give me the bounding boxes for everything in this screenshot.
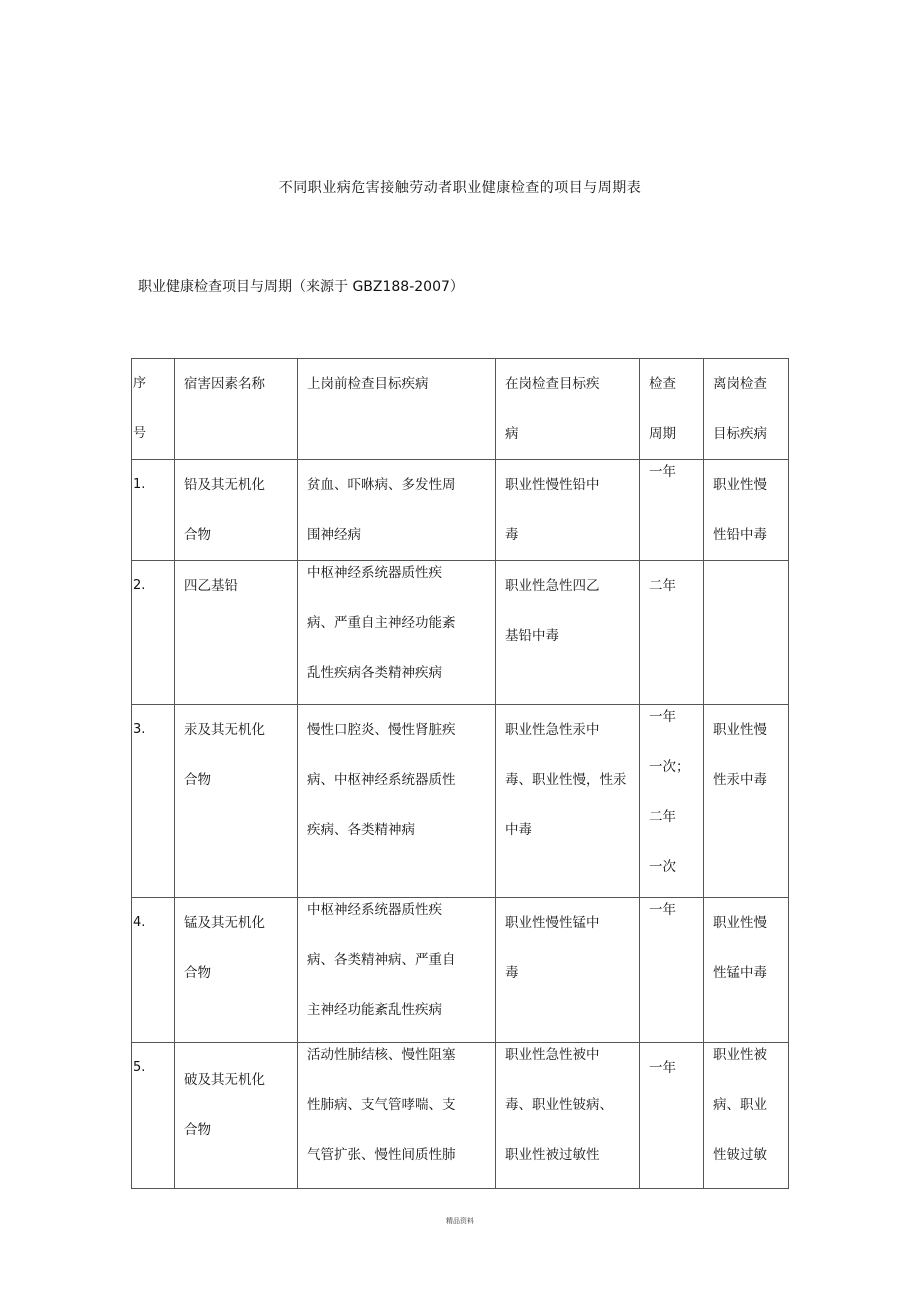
header-cell: 在岗检查目标疾 病 — [496, 359, 640, 460]
table-cell: 中枢神经系统器质性疾 病、严重自主神经功能紊 乱性疾病各类精神疾病 — [298, 561, 496, 705]
table-cell: 二年 — [640, 561, 704, 705]
table-cell: 汞及其无机化 合物 — [175, 705, 298, 898]
table-row — [132, 561, 789, 705]
table-cell: 锰及其无机化 合物 — [175, 898, 298, 1043]
table-cell: 四乙基铅 — [175, 561, 298, 705]
header-cell: 上岗前检查目标疾病 — [298, 359, 496, 460]
table-cell: 一年 — [640, 460, 704, 561]
table-cell: 5. — [132, 1043, 175, 1189]
exam-table — [131, 358, 789, 1189]
table-cell: 职业性急性四乙 基铅中毒 — [496, 561, 640, 705]
table-cell: 活动性肺结核、慢性阻塞 性肺病、支气管哮喘、支 气管扩张、慢性间质性肺 — [298, 1043, 496, 1189]
table-cell: 破及其无机化 合物 — [175, 1043, 298, 1189]
table-cell — [704, 561, 789, 705]
table-cell: 职业性慢 性锰中毒 — [704, 898, 789, 1043]
table-cell: 1. — [132, 460, 175, 561]
table-cell: 职业性急性汞中 毒、职业性慢，性汞 中毒 — [496, 705, 640, 898]
table-row — [132, 460, 789, 561]
table-cell: 职业性慢性锰中 毒 — [496, 898, 640, 1043]
table-subtitle: 职业健康检查项目与周期（来源于 GBZ188-2007） — [138, 279, 464, 295]
table-row — [132, 705, 789, 898]
table-cell: 铅及其无机化 合物 — [175, 460, 298, 561]
table-row — [132, 898, 789, 1043]
header-cell: 检查 周期 — [640, 359, 704, 460]
table-cell: 2. — [132, 561, 175, 705]
page-title: 不同职业病危害接触劳动者职业健康检查的项目与周期表 — [278, 180, 642, 196]
table-cell: 职业性急性被中 毒、职业性铍病、 职业性被过敏性 — [496, 1043, 640, 1189]
table-cell: 慢性口腔炎、慢性肾脏疾 病、中枢神经系统器质性 疾病、各类精神病 — [298, 705, 496, 898]
table-cell: 职业性慢 性汞中毒 — [704, 705, 789, 898]
table-cell: 一年 一次； 二年 一次 — [640, 705, 704, 898]
header-cell: 离岗检查 目标疾病 — [704, 359, 789, 460]
table-cell: 职业性被 病、职业 性铍过敏 — [704, 1043, 789, 1189]
table-cell: 贫血、吓咻病、多发性周 围神经病 — [298, 460, 496, 561]
table-cell: 4. — [132, 898, 175, 1043]
table-cell: 职业性慢 性铅中毒 — [704, 460, 789, 561]
table-cell: 职业性慢性铅中 毒 — [496, 460, 640, 561]
page-footer: 精品资料 — [446, 1217, 474, 1225]
table-row — [132, 1043, 789, 1189]
header-cell: 序 号 — [132, 359, 175, 460]
table-cell: 中枢神经系统器质性疾 病、各类精神病、严重自 主神经功能紊乱性疾病 — [298, 898, 496, 1043]
table-cell: 一年 — [640, 898, 704, 1043]
table-header-row — [132, 359, 789, 460]
table-cell: 3. — [132, 705, 175, 898]
header-cell: 宿害因素名称 — [175, 359, 298, 460]
table-cell: 一年 — [640, 1043, 704, 1189]
